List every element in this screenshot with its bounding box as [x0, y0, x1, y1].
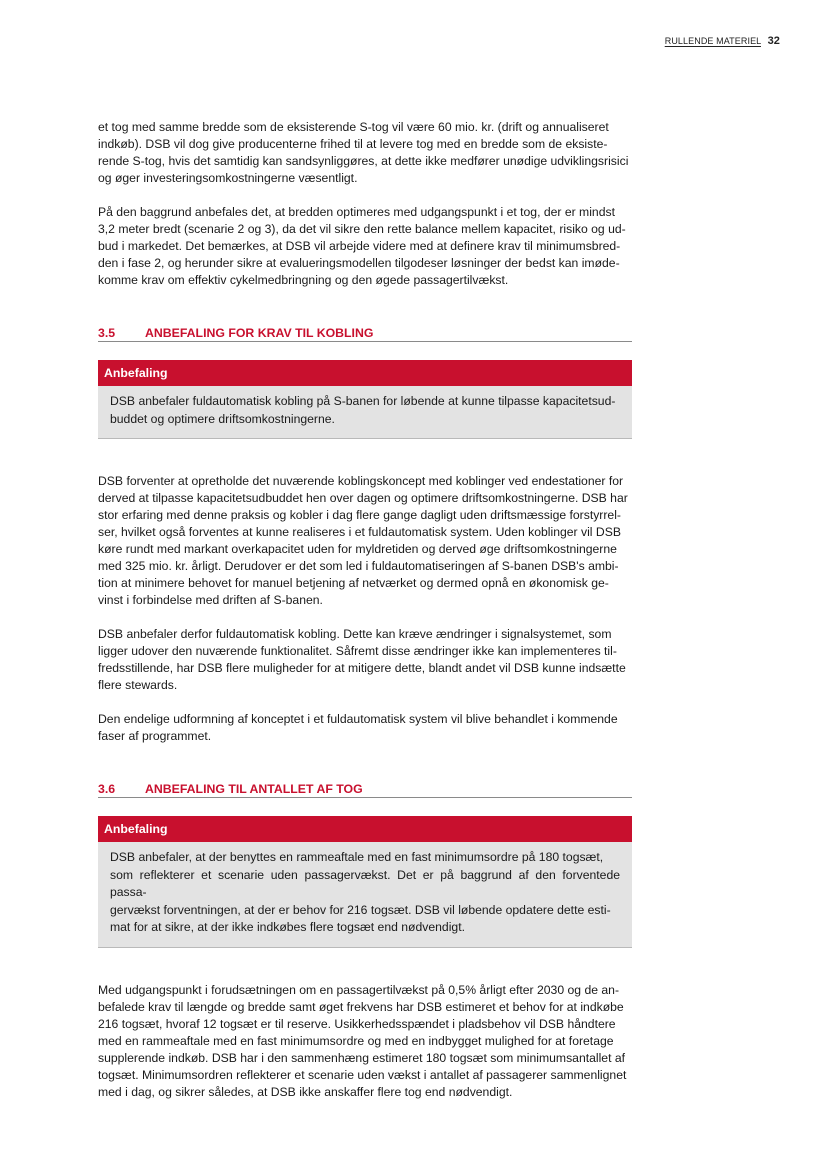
running-header	[665, 35, 780, 47]
recommendation-label: Anbefaling	[98, 816, 632, 842]
section-heading-3-5	[98, 326, 632, 342]
paragraph: På den baggrund anbefales det, at bredden optimeres med udgangspunkt i et tog, der er mindst 3,2 meter bredt (scenarie 2 og 3), da det vil sikre den rette balance mellem kapacitet, risiko og ud- bud i markedet. Det bemærkes, at DSB vil arbejde videre med at definere krav til minimumsbred- den i fase 2, og herunder sikre at evalueringsmodellen tilgodeser løsninger der bedst kan imøde- komme krav om effektiv cykelmedbringning og den øgede passagertilvækst.	[98, 205, 626, 287]
recommendation-box	[98, 360, 632, 439]
paragraph: Med udgangspunkt i forudsætningen om en passagertilvækst på 0,5% årligt efter 2030 og de an- befalede krav til længde og bredde samt øget frekvens har DSB estimeret et behov for at indkøbe 216 togsæt, hvoraf 12 togsæt er til reserve. Usikkerhedsspændet i pladsbehov vil DSB håndtere med en rammeaftale med en fast minimumsordre og med en indbygget mulighed for at foretage supplerende indkøb. DSB har i den sammenhæng estimeret 180 togsæt som minimumsantallet af togsæt. Minimumsordren reflekterer et scenarie uden vækst i antallet af passagerer sammenlignet med i dag, og sikrer således, at DSB ikke anskaffer flere tog end nødvendigt.	[98, 982, 627, 1099]
recommendation-text: DSB anbefaler fuldautomatisk kobling på S-banen for løbende at kunne tilpasse kapacitetsud- buddet og optimere driftsomkostningerne.	[110, 394, 616, 426]
section-heading-3-6	[98, 782, 632, 798]
page-content	[98, 119, 632, 1101]
recommendation-box	[98, 816, 632, 948]
paragraph: Den endelige udformning af konceptet i et fuldautomatisk system vil blive behandlet i kommende faser af programmet.	[98, 712, 618, 743]
paragraph: et tog med samme bredde som de eksisterende S-tog vil være 60 mio. kr. (drift og annualiseret indkøb). DSB vil dog give producenterne frihed til at levere tog med en bredde som de eksiste- rende S-tog, hvis det samtidig kan sandsynliggøres, at dette ikke medfører unødige udviklingsrisici og øger investeringsomkostningerne væsentligt.	[98, 120, 629, 185]
paragraph: DSB anbefaler derfor fuldautomatisk kobling. Dette kan kræve ændringer i signalsystemet, som ligger udover den nuværende funktionalitet. Såfremt disse ændringer ikke kan implementeres til- fredsstillende, har DSB flere muligheder for at mitigere dette, blandt andet vil DSB kunne indsætte flere stewards.	[98, 627, 626, 692]
section-number: 3.5	[98, 326, 116, 340]
recommendation-text: DSB anbefaler, at der benyttes en rammeaftale med en fast minimumsordre på 180 togsæt, som reflekterer et scenarie uden passagervækst. Det er på baggrund af den forventede passa- gervækst forventningen, at der er behov for 216 togsæt. DSB vil løbende opdatere dette esti- mat for at sikre, at der ikke indkøbes flere togsæt end nødvendigt.	[110, 850, 620, 934]
page-number: 32	[767, 35, 780, 47]
paragraph: DSB forventer at opretholde det nuværende koblingskoncept med koblinger ved endestationer for derved at tilpasse kapacitetsudbuddet hen over dagen og optimere driftsomkostningerne. DSB har stor erfaring med denne praksis og kobler i dag flere gange dagligt uden driftsmæssige forstyrrel- ser, hvilket også forventes at kunne realiseres i et fuldautomatisk system. Uden koblinger vil DSB køre rundt med markant overkapacitet uden for myldretiden og derved øge driftsomkostningerne med 325 mio. kr. årligt. Derudover er det som led i fuldautomatiseringen af S-banen DSB's ambi- tion at minimere behovet for manuel betjening af netværket og dermed opnå en økonomisk ge- vinst i forbindelse med driften af S-banen.	[98, 474, 628, 607]
running-header-title: RULLENDE MATERIEL	[664, 36, 761, 46]
recommendation-label: Anbefaling	[98, 360, 632, 386]
section-number: 3.6	[98, 782, 116, 796]
section-title: ANBEFALING TIL ANTALLET AF TOG	[145, 782, 363, 796]
section-title: ANBEFALING FOR KRAV TIL KOBLING	[145, 326, 374, 340]
